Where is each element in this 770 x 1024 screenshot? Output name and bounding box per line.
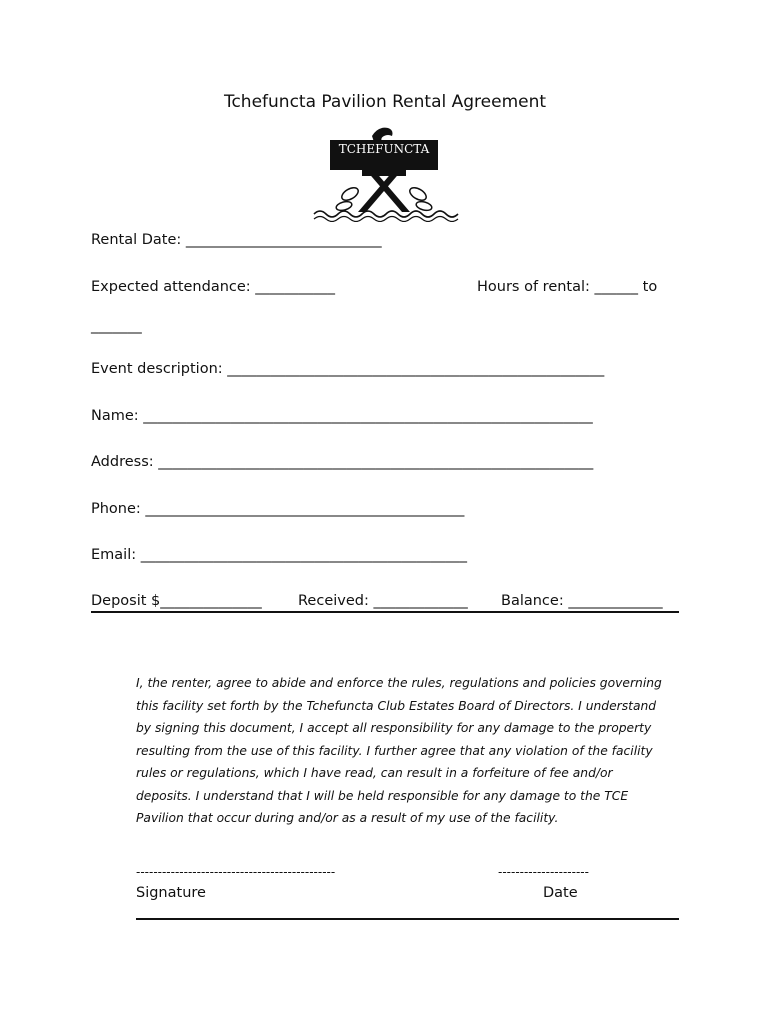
wave-line-bottom <box>314 217 458 222</box>
agreement-line: resulting from the use of this facility. I further agree that any violation of the facility <box>136 743 653 758</box>
deposit-field[interactable]: Deposit $______________ <box>91 593 262 609</box>
agreement-line: deposits. I understand that I will be held responsible for any damage to the TCE <box>136 788 629 803</box>
agreement-line: this facility set forth by the Tchefuncta Club Estates Board of Directors. I understand <box>136 698 657 713</box>
agreement-line: I, the renter, agree to abide and enforce the rules, regulations and policies governing <box>136 676 662 690</box>
tchefuncta-logo <box>310 122 460 222</box>
signature-line[interactable]: ---------------------------------------------- <box>136 865 336 879</box>
cross-left-stroke <box>366 170 410 212</box>
date-label: Date <box>543 885 578 901</box>
cross-bar <box>362 170 406 176</box>
leaf-right-lower-icon <box>415 200 433 212</box>
agreement-paragraph <box>136 672 681 830</box>
leaf-left-lower-icon <box>335 200 353 212</box>
hours-of-rental-field[interactable]: Hours of rental: ______ to <box>477 279 658 295</box>
phone-field[interactable]: Phone: ____________________________________________ <box>91 501 465 517</box>
agreement-line: by signing this document, I accept all responsibility for any damage to the property <box>136 721 652 735</box>
date-line[interactable]: --------------------- <box>498 865 589 879</box>
name-field[interactable]: Name: ______________________________________________________________ <box>91 408 593 424</box>
address-field[interactable]: Address: ____________________________________________________________ <box>91 454 594 470</box>
agreement-line: Pavilion that occur during and/or as a result of my use of the facility. <box>136 811 559 825</box>
agreement-line: rules or regulations, which I have read, can result in a forfeiture of fee and/or <box>136 766 613 780</box>
cross-right-stroke <box>358 170 402 212</box>
email-field[interactable]: Email: _____________________________________________ <box>91 547 467 563</box>
page-title: Tchefuncta Pavilion Rental Agreement <box>223 92 547 112</box>
hours-of-rental-end-field[interactable]: _______ <box>91 318 142 334</box>
expected-attendance-field[interactable]: Expected attendance: ___________ <box>91 279 336 295</box>
wave-line-top <box>314 211 458 217</box>
balance-field[interactable]: Balance: _____________ <box>501 593 663 609</box>
rental-date-field[interactable]: Rental Date: ___________________________ <box>91 232 382 248</box>
leaf-right-icon <box>408 185 429 203</box>
event-description-field[interactable]: Event description: ____________________________________________________ <box>91 361 605 377</box>
received-field[interactable]: Received: _____________ <box>298 593 468 609</box>
banner-text: TCHEFUNCTA <box>338 142 430 156</box>
eagle-icon <box>372 128 393 142</box>
leaf-left-icon <box>340 185 361 203</box>
section-divider <box>91 611 679 613</box>
bottom-divider <box>136 918 679 920</box>
signature-label: Signature <box>136 885 206 901</box>
